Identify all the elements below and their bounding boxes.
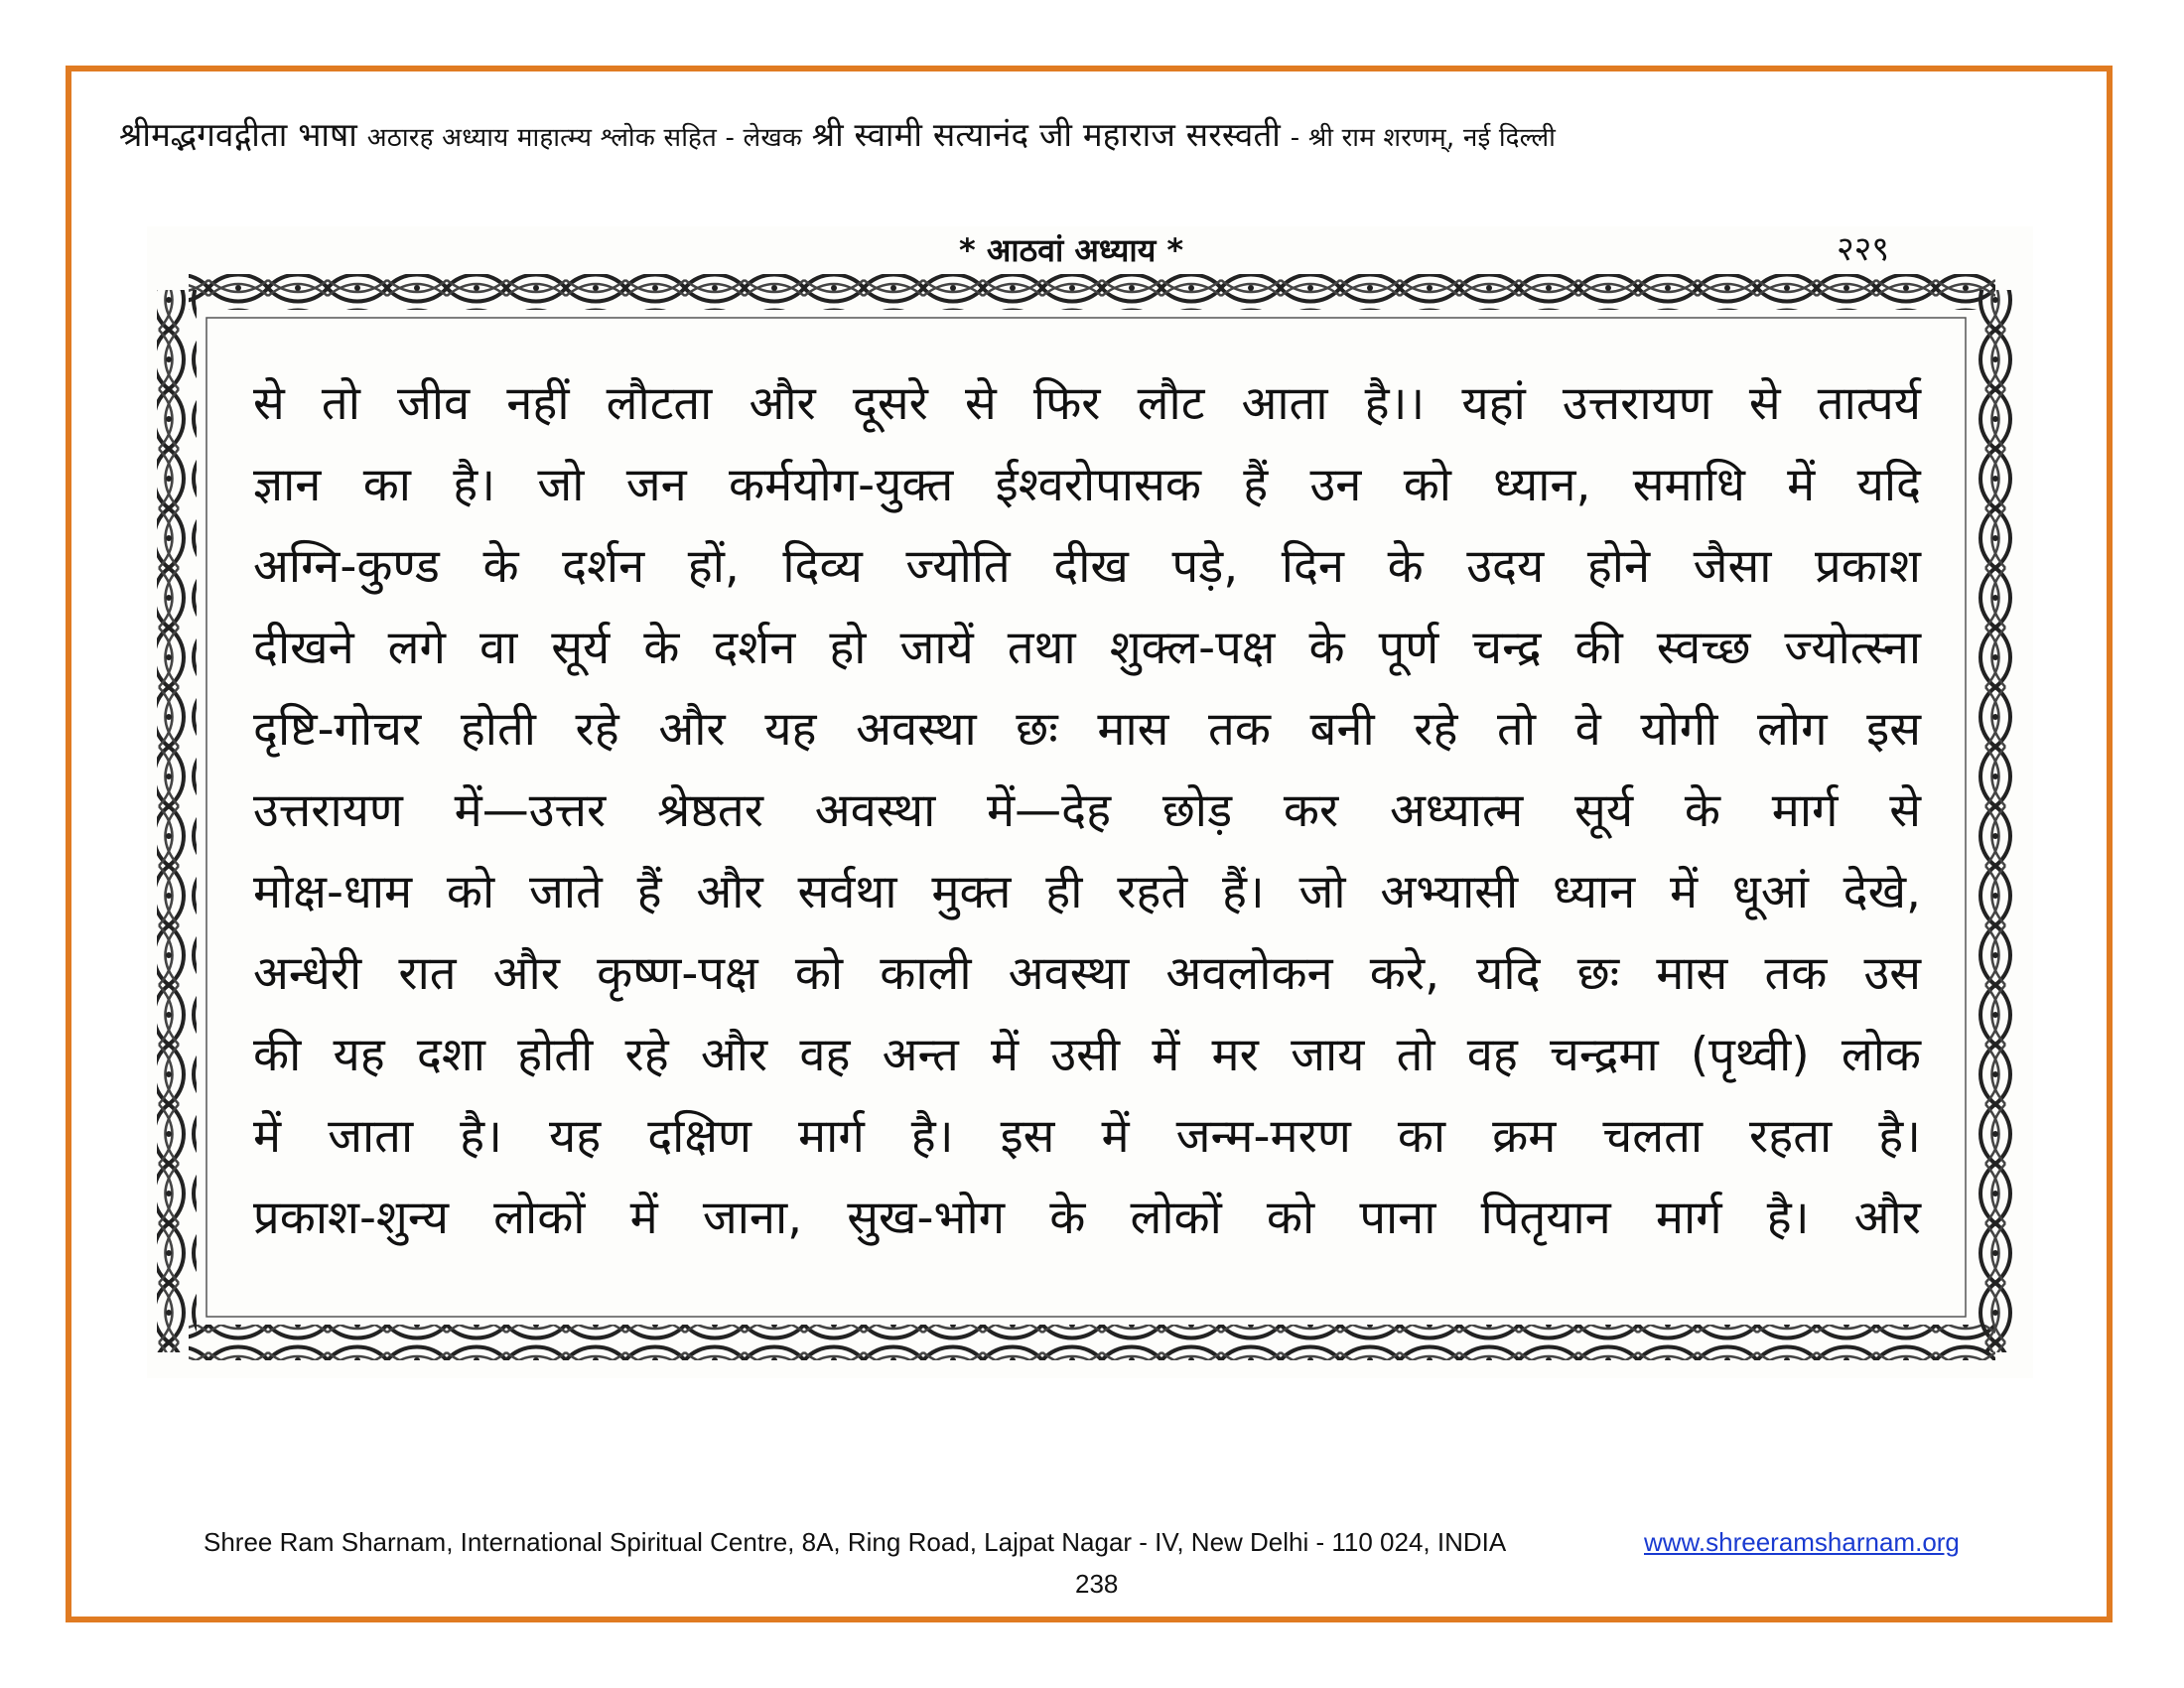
text-line: उत्तरायण में—उत्तर श्रेष्ठतर अवस्था में—देह छोड़ कर अध्यात्म सूर्य के मार्ग से [253, 783, 1921, 838]
border-top [189, 274, 1995, 310]
text-line: दृष्टि-गोचर होती रहे और यह अवस्था छः मास तक बनी रहे तो वे योगी लोग इस [253, 702, 1921, 757]
footer-page-number: 238 [1075, 1569, 1119, 1599]
header-title-4: - श्री राम शरणम्, नई दिल्ली [1290, 123, 1557, 153]
footer-address: Shree Ram Sharnam, International Spiritual Centre, 8A, Ring Road, Lajpat Nagar - IV, New Delhi - 110 024, INDIA [204, 1527, 1507, 1557]
text-line: मोक्ष-धाम को जाते हैं और सर्वथा मुक्त ही रहते हैं। जो अभ्यासी ध्यान में धूआं देखे, [253, 865, 1921, 919]
header-title-2: अठारह अध्याय माहात्म्य श्लोक सहित - लेखक [366, 123, 802, 153]
text-line: से तो जीव नहीं लौटता और दूसरे से फिर लौट आता है।। यहां उत्तरायण से तात्पर्य [253, 376, 1921, 431]
text-line: प्रकाश-शुन्य लोकों में जाना, सुख-भोग के लोकों को पाना पितृयान मार्ग है। और [253, 1191, 1921, 1245]
border-right [1976, 290, 2015, 1352]
body-text [253, 363, 1921, 1259]
border-left [157, 290, 197, 1352]
website-link[interactable]: www.shreeramsharnam.org [1644, 1527, 1960, 1557]
header-title-3: श्री स्वामी सत्यानंद जी महाराज सरस्वती [811, 115, 1282, 154]
text-line: में जाता है। यह दक्षिण मार्ग है। इस में जन्म-मरण का क्रम चलता रहता है। [253, 1109, 1921, 1164]
text-line: की यह दशा होती रहे और वह अन्त में उसी में मर जाय तो वह चन्द्रमा (पृथ्वी) लोक [253, 1028, 1921, 1082]
border-bottom [189, 1325, 1995, 1360]
text-line: ज्ञान का है। जो जन कर्मयोग-युक्त ईश्वरोपासक हैं उन को ध्यान, समाधि में यदि [253, 458, 1921, 512]
text-line: अग्नि-कुण्ड के दर्शन हों, दिव्य ज्योति दीख पड़े, दिन के उदय होने जैसा प्रकाश [253, 539, 1921, 594]
header-title-1: श्रीमद्भगवद्गीता भाषा [119, 115, 357, 154]
text-line: अन्धेरी रात और कृष्ण-पक्ष को काली अवस्था अवलोकन करे, यदि छः मास तक उस [253, 946, 1921, 1001]
scan-page-number: २२९ [1837, 229, 1890, 269]
text-line: दीखने लगे वा सूर्य के दर्शन हो जायें तथा शुक्ल-पक्ष के पूर्ण चन्द्र की स्वच्छ ज्योत्स्ना [253, 621, 1921, 675]
running-header [119, 111, 2065, 156]
chapter-heading: * आठवां अध्याय * [959, 231, 1184, 269]
